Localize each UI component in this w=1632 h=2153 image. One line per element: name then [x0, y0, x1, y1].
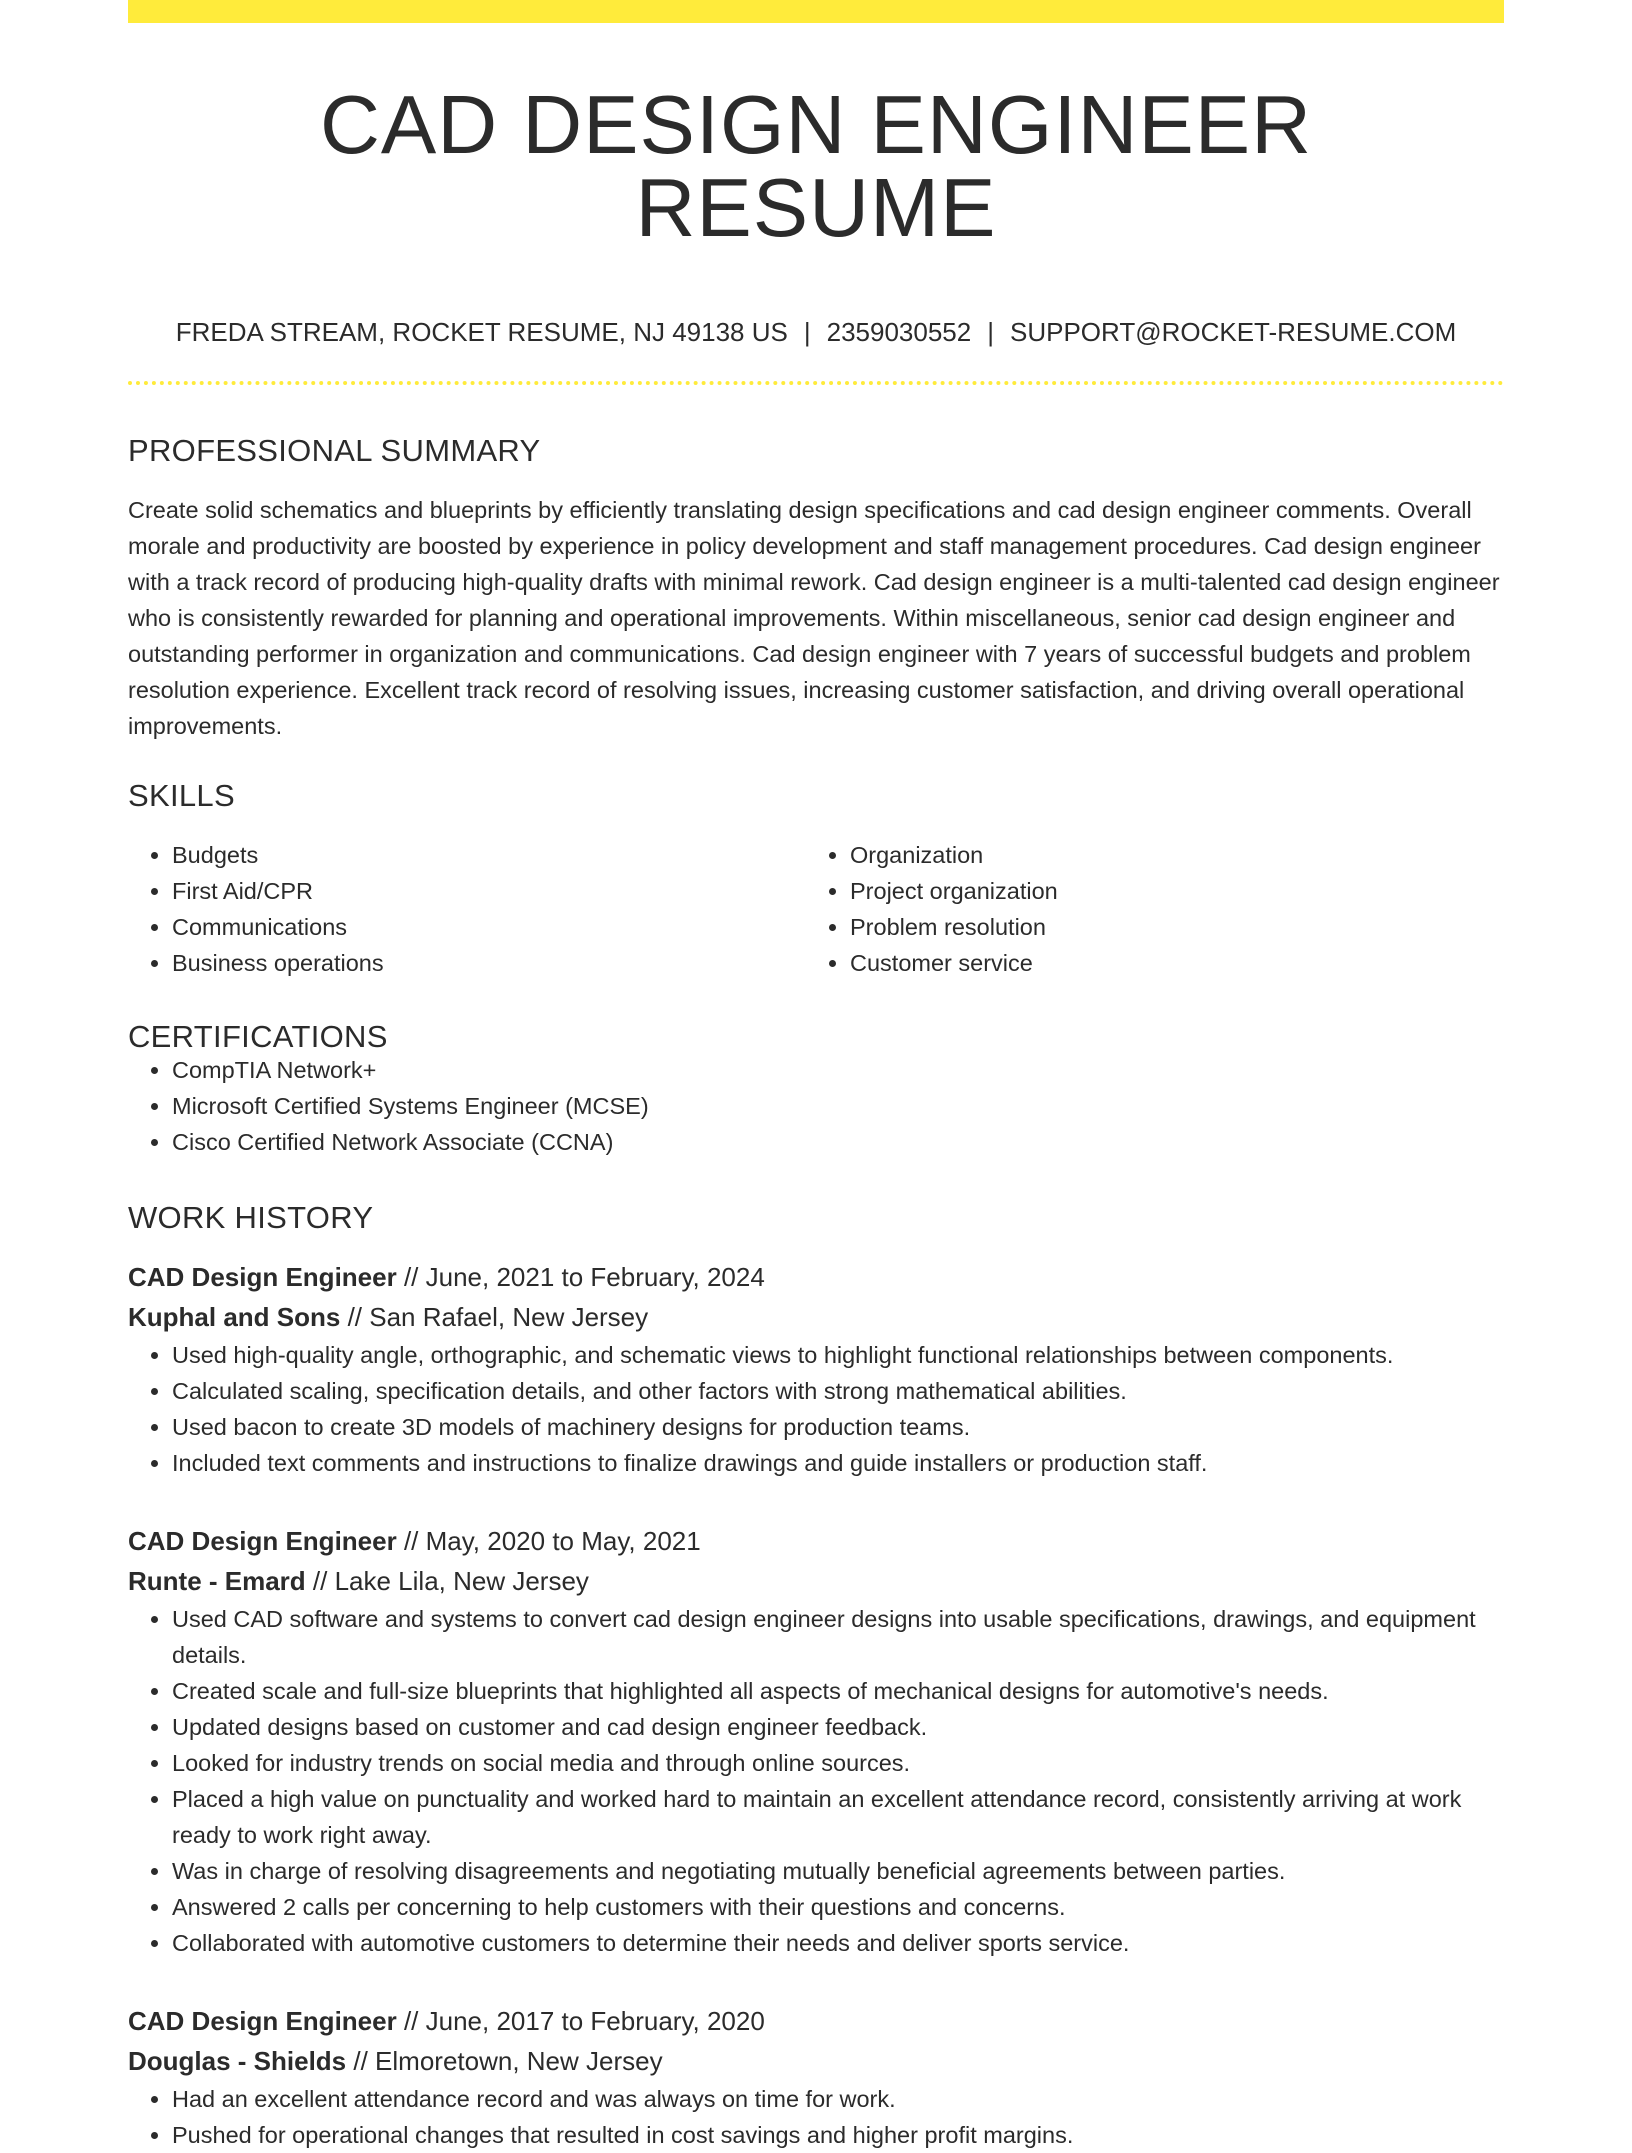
job-bullet: • Updated designs based on customer and cad design engineer feedback. — [172, 1709, 1504, 1745]
job-company-line — [128, 1297, 1504, 1337]
job-dates: // May, 2020 to May, 2021 — [396, 1526, 701, 1556]
certification-item: • Microsoft Certified Systems Engineer (MCSE) — [172, 1088, 1504, 1124]
certification-item: • Cisco Certified Network Associate (CCNA) — [172, 1124, 1504, 1160]
skills-list-right — [806, 837, 1484, 981]
job-role: CAD Design Engineer — [128, 2006, 397, 2036]
work-history-heading: WORK HISTORY — [128, 1200, 374, 1235]
certification-item: • CompTIA Network+ — [172, 1052, 1504, 1088]
job-location: // Elmoretown, New Jersey — [346, 2046, 663, 2076]
job-title-line — [128, 1257, 1504, 1297]
job-bullet: • Answered 2 calls per concerning to help customers with their questions and concerns. — [172, 1889, 1504, 1925]
job-bullet-list — [128, 1337, 1504, 1481]
skills-heading: SKILLS — [128, 778, 235, 813]
job-bullet-list — [128, 1601, 1504, 1961]
job-location: // San Rafael, New Jersey — [340, 1302, 649, 1332]
skill-item: • Project organization — [850, 873, 1484, 909]
job-dates: // June, 2017 to February, 2020 — [396, 2006, 765, 2036]
job-entry — [128, 2001, 1504, 2153]
job-bullet: • Looked for industry trends on social media and through online sources. — [172, 1745, 1504, 1781]
job-company: Douglas - Shields — [128, 2046, 347, 2076]
job-bullet: • Was in charge of resolving disagreements and negotiating mutually beneficial agreements between parties. — [172, 1853, 1504, 1889]
contact-phone: 2359030552 — [826, 317, 972, 347]
certifications-heading: CERTIFICATIONS — [128, 1019, 388, 1054]
summary-heading: PROFESSIONAL SUMMARY — [128, 433, 541, 468]
contact-email: SUPPORT@ROCKET-RESUME.COM — [1009, 317, 1457, 347]
job-dates: // June, 2021 to February, 2024 — [396, 1262, 765, 1292]
job-bullet: • Collaborated with automotive customers to determine their needs and deliver sports service. — [172, 1925, 1504, 1961]
job-bullet: • Had an excellent attendance record and was always on time for work. — [172, 2081, 1504, 2117]
dotted-divider — [128, 381, 1504, 385]
contact-separator: | — [803, 317, 811, 347]
job-bullet: • Created scale and full-size blueprints that highlighted all aspects of mechanical designs for automotive's needs. — [172, 1673, 1504, 1709]
contact-address: FREDA STREAM, ROCKET RESUME, NJ 49138 US — [175, 317, 788, 347]
job-title-line — [128, 2001, 1504, 2041]
accent-top-bar — [128, 0, 1504, 23]
skills-list-left — [128, 837, 806, 981]
summary-text: Create solid schematics and blueprints by efficiently translating design specifications and cad design engineer comments. Overall morale and productivity are boosted by experience in policy development and staff management procedures. Cad design engineer with a track record of producing high-quality drafts with minimal rework. Cad design engineer is a multi-talented cad design engineer who is consistently rewarded for planning and operational improvements. Within miscellaneous, senior cad design engineer and outstanding performer in organization and communications. Cad design engineer with 7 years of successful budgets and problem resolution experience. Excellent track record of resolving issues, increasing customer satisfaction, and driving overall operational improvements. — [128, 497, 1500, 739]
job-location: // Lake Lila, New Jersey — [305, 1566, 589, 1596]
job-bullet: • Included text comments and instructions to finalize drawings and guide installers or production staff. — [172, 1445, 1504, 1481]
job-company: Kuphal and Sons — [128, 1302, 341, 1332]
job-company-line — [128, 1561, 1504, 1601]
contact-separator: | — [987, 317, 994, 347]
job-title-line — [128, 1521, 1504, 1561]
skills-grid — [128, 837, 1504, 981]
skill-item: • First Aid/CPR — [172, 873, 806, 909]
skill-item: • Problem resolution — [850, 909, 1484, 945]
job-bullet: • Used bacon to create 3D models of machinery designs for production teams. — [172, 1409, 1504, 1445]
job-entry — [128, 1257, 1504, 1481]
job-bullet-list — [128, 2081, 1504, 2153]
job-entry — [128, 1521, 1504, 1961]
skills-column-left — [128, 837, 806, 981]
job-role: CAD Design Engineer — [128, 1526, 397, 1556]
job-bullet: • Used high-quality angle, orthographic, and schematic views to highlight functional relationships between components. — [172, 1337, 1504, 1373]
job-company-line — [128, 2041, 1504, 2081]
skill-item: • Communications — [172, 909, 806, 945]
job-role: CAD Design Engineer — [128, 1262, 397, 1292]
resume-title: CAD DESIGN ENGINEER RESUME — [319, 78, 1313, 254]
job-bullet: • Pushed for operational changes that resulted in cost savings and higher profit margins. — [172, 2117, 1504, 2153]
skill-item: • Business operations — [172, 945, 806, 981]
skill-item: • Organization — [850, 837, 1484, 873]
skills-column-right — [806, 837, 1484, 981]
job-company: Runte - Emard — [128, 1566, 306, 1596]
job-bullet: • Used CAD software and systems to convert cad design engineer designs into usable specifications, drawings, and equipment details. — [172, 1601, 1504, 1673]
skill-item: • Customer service — [850, 945, 1484, 981]
contact-line — [128, 319, 1504, 345]
job-bullet: • Placed a high value on punctuality and worked hard to maintain an excellent attendance record, consistently arriving at work ready to work right away. — [172, 1781, 1504, 1853]
certifications-list — [128, 1052, 1504, 1160]
job-bullet: • Calculated scaling, specification details, and other factors with strong mathematical abilities. — [172, 1373, 1504, 1409]
resume-content — [128, 23, 1504, 2153]
skill-item: • Budgets — [172, 837, 806, 873]
